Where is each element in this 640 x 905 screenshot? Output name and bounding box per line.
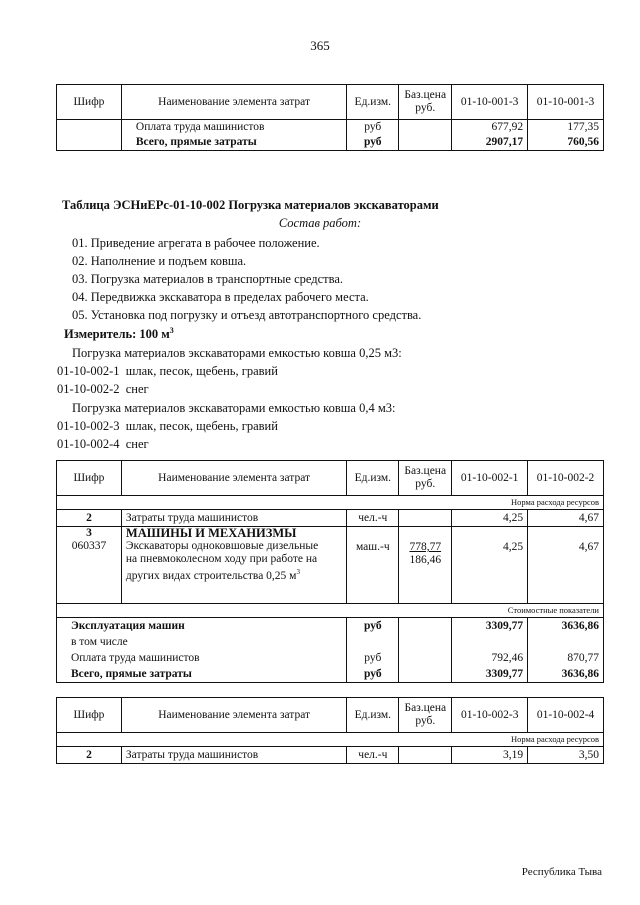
norm-label: Норма расхода ресурсов (57, 496, 604, 510)
row-value: 870,77 (528, 650, 604, 666)
item-row: 01-10-002-1 шлак, песок, щебень, гравий (57, 364, 278, 378)
page-number: 365 (310, 38, 330, 53)
row-unit: руб (347, 650, 399, 666)
norm-label-row (57, 496, 604, 510)
row-code: 2 (57, 747, 122, 764)
row-name: Оплата труда машинистов (57, 650, 347, 666)
step-item: 04. Передвижка экскаватора в пределах рабочего места. (72, 290, 369, 304)
header-code: Шифр (57, 85, 122, 120)
row-value: 4,25 (452, 510, 528, 527)
row-unit: руб (347, 135, 399, 151)
header-base-price: Баз.цена руб. (399, 85, 452, 120)
header-unit: Ед.изм. (347, 698, 399, 733)
norm-label: Норма расхода ресурсов (57, 733, 604, 747)
item-row: 01-10-002-4 снег (57, 437, 149, 451)
row-unit: руб (347, 120, 399, 136)
row-price: 778,77 186,46 (399, 527, 452, 604)
step-item: 01. Приведение агрегата в рабочее положение. (72, 236, 320, 250)
group-label: Погрузка материалов экскаваторами емкостью ковша 0,4 м3: (72, 401, 396, 415)
row-value: 760,56 (528, 135, 604, 151)
header-col1: 01-10-001-3 (452, 85, 528, 120)
step-item: 05. Установка под погрузку и отъезд автотранспортного средства. (72, 308, 422, 322)
row-name: МАШИНЫ И МЕХАНИЗМЫ Экскаваторы одноковшовые дизельные на пневмоколесном ходу при работе на других видах строительства 0,25 $м^3$ (121, 527, 346, 604)
header-base-price: Баз.цена руб. (399, 461, 452, 496)
header-code: Шифр (57, 698, 122, 733)
row-name: Эксплуатация машин (57, 618, 347, 635)
table-row (57, 510, 604, 527)
header-unit: Ед.изм. (347, 461, 399, 496)
row-value: 3309,77 (452, 618, 528, 635)
header-name: Наименование элемента затрат (121, 461, 346, 496)
row-value: 3636,86 (528, 666, 604, 683)
footer-region: Республика Тыва (521, 866, 602, 878)
row-name: Всего, прямые затраты (121, 135, 346, 151)
item-row: 01-10-002-3 шлак, песок, щебень, гравий (57, 419, 278, 433)
row-value: 2907,17 (452, 135, 528, 151)
table-row (57, 747, 604, 764)
row-code: 3 060337 (57, 527, 122, 604)
table-header-row (57, 698, 604, 733)
header-col1: 01-10-002-3 (452, 698, 528, 733)
header-unit: Ед.изм. (347, 85, 399, 120)
cost-label: Стоимостные показатели (57, 604, 604, 618)
header-name: Наименование элемента затрат (121, 85, 346, 120)
step-item: 02. Наполнение и подъем ковша. (72, 254, 247, 268)
row-name: Оплата труда машинистов (121, 120, 346, 136)
header-col2: 01-10-002-2 (528, 461, 604, 496)
table-row (57, 527, 604, 604)
row-unit: маш.-ч (347, 527, 399, 604)
composition-title: Состав работ: (278, 216, 362, 230)
row-value: 3636,86 (528, 618, 604, 635)
table-row (57, 634, 604, 650)
section-title: Таблица ЭСНиЕРс-01-10-002 Погрузка материалов экскаваторами (62, 198, 439, 212)
row-unit: руб (347, 666, 399, 683)
norm-label-row (57, 733, 604, 747)
meter-label: Измеритель: 100 $м^3$ (64, 326, 174, 342)
table-01-10-002-1-2 (56, 460, 604, 683)
group-label: Погрузка материалов экскаваторами емкостью ковша 0,25 м3: (72, 346, 402, 360)
row-value: 677,92 (452, 120, 528, 136)
header-base-price: Баз.цена руб. (399, 698, 452, 733)
row-unit: руб (347, 618, 399, 635)
table-01-10-002-3-4 (56, 697, 604, 764)
row-unit: чел.-ч (347, 510, 399, 527)
row-name: в том числе (57, 634, 347, 650)
row-name: Затраты труда машинистов (121, 747, 346, 764)
step-item: 03. Погрузка материалов в транспортные средства. (72, 272, 344, 286)
row-code: 2 (57, 510, 122, 527)
header-col2: 01-10-002-4 (528, 698, 604, 733)
cost-label-row (57, 604, 604, 618)
table-row (57, 135, 604, 151)
item-row: 01-10-002-2 снег (57, 382, 149, 396)
header-col2: 01-10-001-3 (528, 85, 604, 120)
row-value: 792,46 (452, 650, 528, 666)
row-value: 3,50 (528, 747, 604, 764)
row-name: Затраты труда машинистов (121, 510, 346, 527)
header-code: Шифр (57, 461, 122, 496)
table-header-row (57, 461, 604, 496)
row-value: 4,67 (528, 527, 604, 604)
header-name: Наименование элемента затрат (121, 698, 346, 733)
table-row (57, 666, 604, 683)
table-header-row (57, 85, 604, 120)
row-name: Всего, прямые затраты (57, 666, 347, 683)
header-col1: 01-10-002-1 (452, 461, 528, 496)
table-row (57, 650, 604, 666)
table-row (57, 120, 604, 136)
row-value: 3,19 (452, 747, 528, 764)
row-value: 3309,77 (452, 666, 528, 683)
row-value: 4,67 (528, 510, 604, 527)
table-row (57, 618, 604, 635)
row-unit: чел.-ч (347, 747, 399, 764)
row-value: 177,35 (528, 120, 604, 136)
row-value: 4,25 (452, 527, 528, 604)
table-01-10-001 (56, 84, 604, 151)
